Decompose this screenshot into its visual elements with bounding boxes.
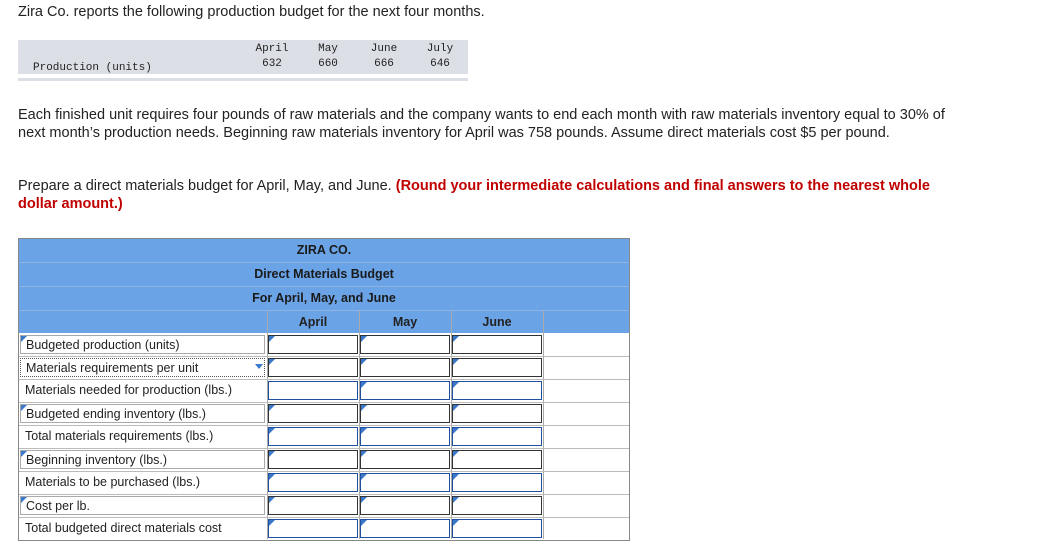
input-marker-icon	[269, 451, 275, 457]
month-june: June	[370, 43, 398, 55]
input-marker-icon	[453, 405, 459, 411]
col-april: April	[298, 315, 328, 329]
instruction-text: Prepare a direct materials budget for April, May, and June.	[18, 178, 392, 194]
row-label: Materials requirements per unit	[26, 361, 199, 375]
row-label: Total budgeted direct materials cost	[25, 521, 222, 535]
row-label[interactable]: Budgeted production (units)	[20, 335, 265, 354]
input-marker-icon	[269, 497, 275, 503]
instruction-note: (Round your intermediate calculations and final answers to the nearest whole dollar amount.)	[18, 178, 930, 212]
budget-company: ZIRA CO.	[19, 239, 629, 263]
production-table	[18, 40, 468, 74]
input-april[interactable]	[268, 404, 358, 423]
output-april[interactable]	[268, 473, 358, 492]
row-budgeted-production	[19, 334, 629, 357]
row-total-requirements	[19, 426, 629, 449]
row-label[interactable]: Budgeted ending inventory (lbs.)	[20, 404, 265, 423]
input-april[interactable]	[268, 450, 358, 469]
row-label: Materials needed for production (lbs.)	[25, 383, 233, 397]
row-label-dropdown[interactable]	[20, 358, 265, 377]
row-label: Materials to be purchased (lbs.)	[25, 475, 201, 489]
input-marker-icon	[453, 497, 459, 503]
month-july: July	[426, 43, 454, 55]
input-april[interactable]	[268, 335, 358, 354]
input-marker-icon	[453, 336, 459, 342]
output-april[interactable]	[268, 427, 358, 446]
production-col-may	[300, 40, 356, 74]
value-july: 646	[430, 58, 450, 70]
value-april: 632	[262, 58, 282, 70]
input-marker-icon	[361, 428, 367, 434]
input-may[interactable]	[360, 450, 450, 469]
input-marker-icon	[269, 428, 275, 434]
input-marker-icon	[361, 405, 367, 411]
input-marker-icon	[453, 451, 459, 457]
input-april[interactable]	[268, 358, 358, 377]
input-marker-icon	[453, 382, 459, 388]
input-marker-icon	[361, 474, 367, 480]
input-marker-icon	[21, 451, 27, 457]
input-marker-icon	[453, 520, 459, 526]
input-marker-icon	[361, 451, 367, 457]
output-may[interactable]	[360, 427, 450, 446]
production-divider	[18, 78, 468, 81]
input-marker-icon	[21, 405, 27, 411]
input-june[interactable]	[452, 450, 542, 469]
row-ending-inventory	[19, 403, 629, 426]
input-marker-icon	[361, 359, 367, 365]
row-materials-purchased	[19, 472, 629, 495]
row-total-cost	[19, 518, 629, 540]
production-label: Production (units)	[18, 40, 244, 74]
input-marker-icon	[361, 382, 367, 388]
output-april[interactable]	[268, 519, 358, 538]
input-marker-icon	[361, 520, 367, 526]
month-may: May	[318, 43, 338, 55]
input-may[interactable]	[360, 358, 450, 377]
output-april[interactable]	[268, 381, 358, 400]
input-june[interactable]	[452, 496, 542, 515]
intro-text: Zira Co. reports the following production budget for the next four months.	[18, 4, 485, 20]
output-june[interactable]	[452, 519, 542, 538]
input-marker-icon	[361, 336, 367, 342]
output-may[interactable]	[360, 519, 450, 538]
col-june: June	[482, 315, 512, 329]
row-cost-per-lb	[19, 495, 629, 518]
input-june[interactable]	[452, 335, 542, 354]
row-beginning-inventory	[19, 449, 629, 472]
input-marker-icon	[453, 474, 459, 480]
output-june[interactable]	[452, 427, 542, 446]
col-may: May	[392, 315, 418, 329]
value-may: 660	[318, 58, 338, 70]
input-may[interactable]	[360, 335, 450, 354]
production-col-april	[244, 40, 300, 74]
input-marker-icon	[269, 359, 275, 365]
input-may[interactable]	[360, 496, 450, 515]
budget-period: For April, May, and June	[19, 287, 629, 311]
input-marker-icon	[269, 520, 275, 526]
output-may[interactable]	[360, 381, 450, 400]
budget-column-headers	[19, 311, 629, 333]
input-marker-icon	[269, 405, 275, 411]
row-materials-needed	[19, 380, 629, 403]
instruction-paragraph	[18, 177, 968, 213]
input-june[interactable]	[452, 404, 542, 423]
output-may[interactable]	[360, 473, 450, 492]
input-june[interactable]	[452, 358, 542, 377]
row-materials-per-unit	[19, 357, 629, 380]
output-june[interactable]	[452, 381, 542, 400]
input-marker-icon	[21, 336, 27, 342]
direct-materials-budget	[18, 238, 630, 541]
row-label[interactable]: Cost per lb.	[20, 496, 265, 515]
problem-paragraph: Each finished unit requires four pounds of raw materials and the company wants to end each month with raw materials inventory equal to 30% of next month’s production needs. Beginning raw materials inventory for April was 758 pounds. Assume direct materials cost $5 per pound.	[18, 107, 945, 141]
value-june: 666	[374, 58, 394, 70]
chevron-down-icon[interactable]	[255, 364, 263, 369]
input-april[interactable]	[268, 496, 358, 515]
production-col-june	[356, 40, 412, 74]
input-marker-icon	[453, 428, 459, 434]
input-marker-icon	[269, 336, 275, 342]
output-june[interactable]	[452, 473, 542, 492]
row-label: Total materials requirements (lbs.)	[25, 429, 214, 443]
input-marker-icon	[269, 474, 275, 480]
month-april: April	[255, 43, 289, 55]
row-label[interactable]: Beginning inventory (lbs.)	[20, 450, 265, 469]
budget-title: Direct Materials Budget	[19, 263, 629, 287]
input-may[interactable]	[360, 404, 450, 423]
input-marker-icon	[453, 359, 459, 365]
input-marker-icon	[21, 497, 27, 503]
input-marker-icon	[361, 497, 367, 503]
production-col-july	[412, 40, 468, 74]
